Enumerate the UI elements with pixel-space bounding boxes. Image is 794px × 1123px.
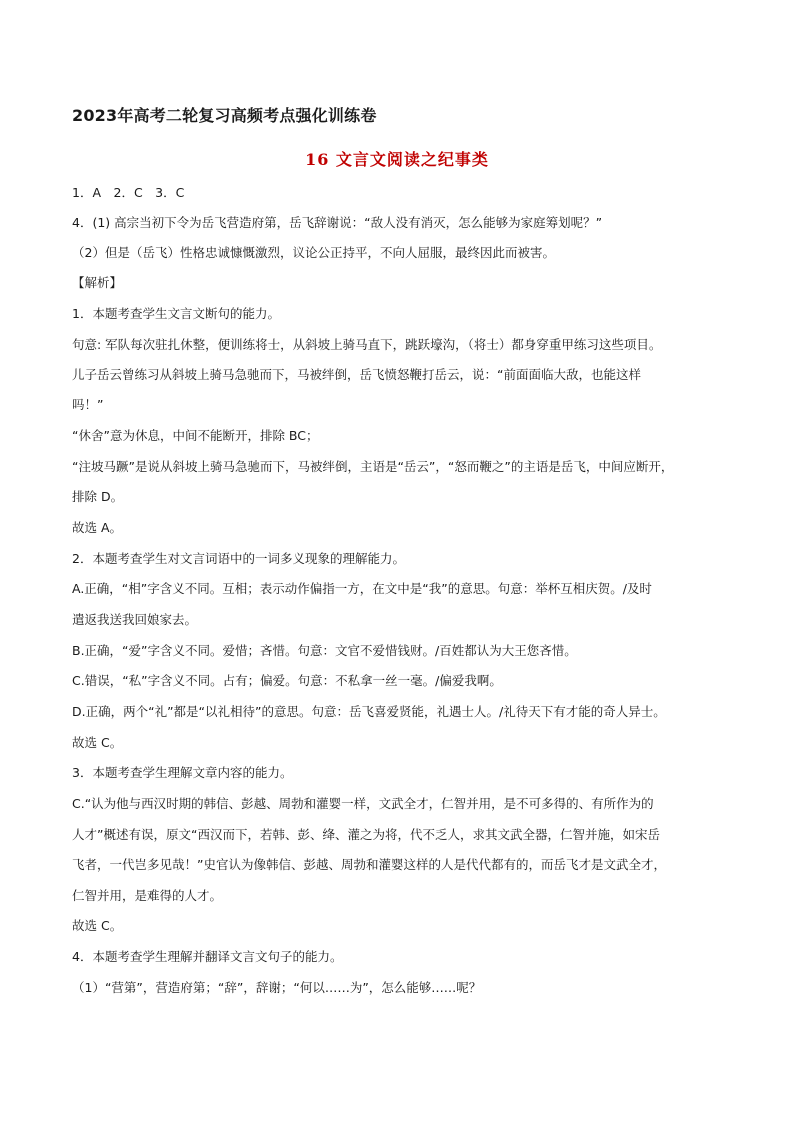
analysis-line: 故选 C。: [72, 918, 123, 933]
analysis-line: 遣返我送我回娘家去。: [72, 612, 198, 627]
analysis-line: C.错误，“私”字含义不同。占有；偏爱。句意：不私拿一丝一毫。/偏爱我啊。: [72, 673, 502, 688]
analysis-line: 排除 D。: [72, 489, 124, 504]
analysis-line: 儿子岳云曾练习从斜坡上骑马急驰而下，马被绊倒，岳飞愤怒鞭打岳云，说：“前面面临大敌，也能这样: [72, 367, 641, 382]
answer-line-translation-1: 4．(1) 高宗当初下令为岳飞营造府第，岳飞辞谢说：“敌人没有消灭，怎么能够为家庭筹划呢？”: [72, 215, 603, 230]
analysis-line: 句意: 军队每次驻扎休整，便训练将士，从斜坡上骑马直下，跳跃壕沟，（将士）都身穿重甲练习这些项目。: [72, 337, 662, 352]
analysis-line: 故选 C。: [72, 735, 123, 750]
analysis-line: 人才”概述有误，原文“西汉而下，若韩、彭、绛、灌之为将，代不乏人，求其文武全器，仁智并施，如宋岳: [72, 827, 660, 842]
analysis-line: “休舍”意为休息，中间不能断开，排除 BC；: [72, 428, 319, 443]
exam-title: 2023年高考二轮复习高频考点强化训练卷: [72, 106, 377, 125]
analysis-line: A.正确，“相”字含义不同。互相；表示动作偏指一方，在文中是“我”的意思。句意：举杯互相庆贺。/及时: [72, 581, 652, 596]
analysis-line: C.“认为他与西汉时期的韩信、彭越、周勃和灌婴一样，文武全才，仁智并用，是不可多得的、有所作为的: [72, 796, 654, 811]
analysis-line: “注坡马蹶”是说从斜坡上骑马急驰而下，马被绊倒，主语是“岳云”，“怒而鞭之”的主语是岳飞，中间应断开，: [72, 459, 674, 474]
analysis-line: D.正确，两个“礼”都是“以礼相待”的意思。句意：岳飞喜爱贤能，礼遇士人。/礼待天下有才能的奇人异士。: [72, 704, 666, 719]
analysis-line: 仁智并用，是难得的人才。: [72, 888, 223, 903]
analysis-line: B.正确，“爱”字含义不同。爱惜；吝惜。句意：文官不爱惜钱财。/百姓都认为大王您吝惜。: [72, 643, 577, 658]
analysis-line: 2．本题考查学生对文言词语中的一词多义现象的理解能力。: [72, 551, 405, 566]
analysis-line: 飞者，一代岂多见哉！”史官认为像韩信、彭越、周勃和灌婴这样的人是代代都有的，而岳飞才是文武全才，: [72, 857, 666, 872]
analysis-line: 4．本题考查学生理解并翻译文言文句子的能力。: [72, 949, 343, 964]
analysis-line: 3．本题考查学生理解文章内容的能力。: [72, 765, 293, 780]
analysis-line: 吗！”: [72, 397, 104, 412]
analysis-heading: 【解析】: [72, 275, 123, 290]
section-title: 16 文言文阅读之纪事类: [305, 150, 489, 169]
answer-line-translation-2: （2）但是（岳飞）性格忠诚慷慨激烈，议论公正持平，不向人屈服，最终因此而被害。: [72, 245, 555, 260]
answer-line-choices: 1．A 2．C 3．C: [72, 185, 185, 200]
analysis-line: 故选 A。: [72, 520, 123, 535]
analysis-line: 1．本题考查学生文言文断句的能力。: [72, 306, 280, 321]
analysis-line: （1）“营第”，营造府第；“辞”，辞谢；“何以……为”，怎么能够……呢？: [72, 980, 482, 995]
